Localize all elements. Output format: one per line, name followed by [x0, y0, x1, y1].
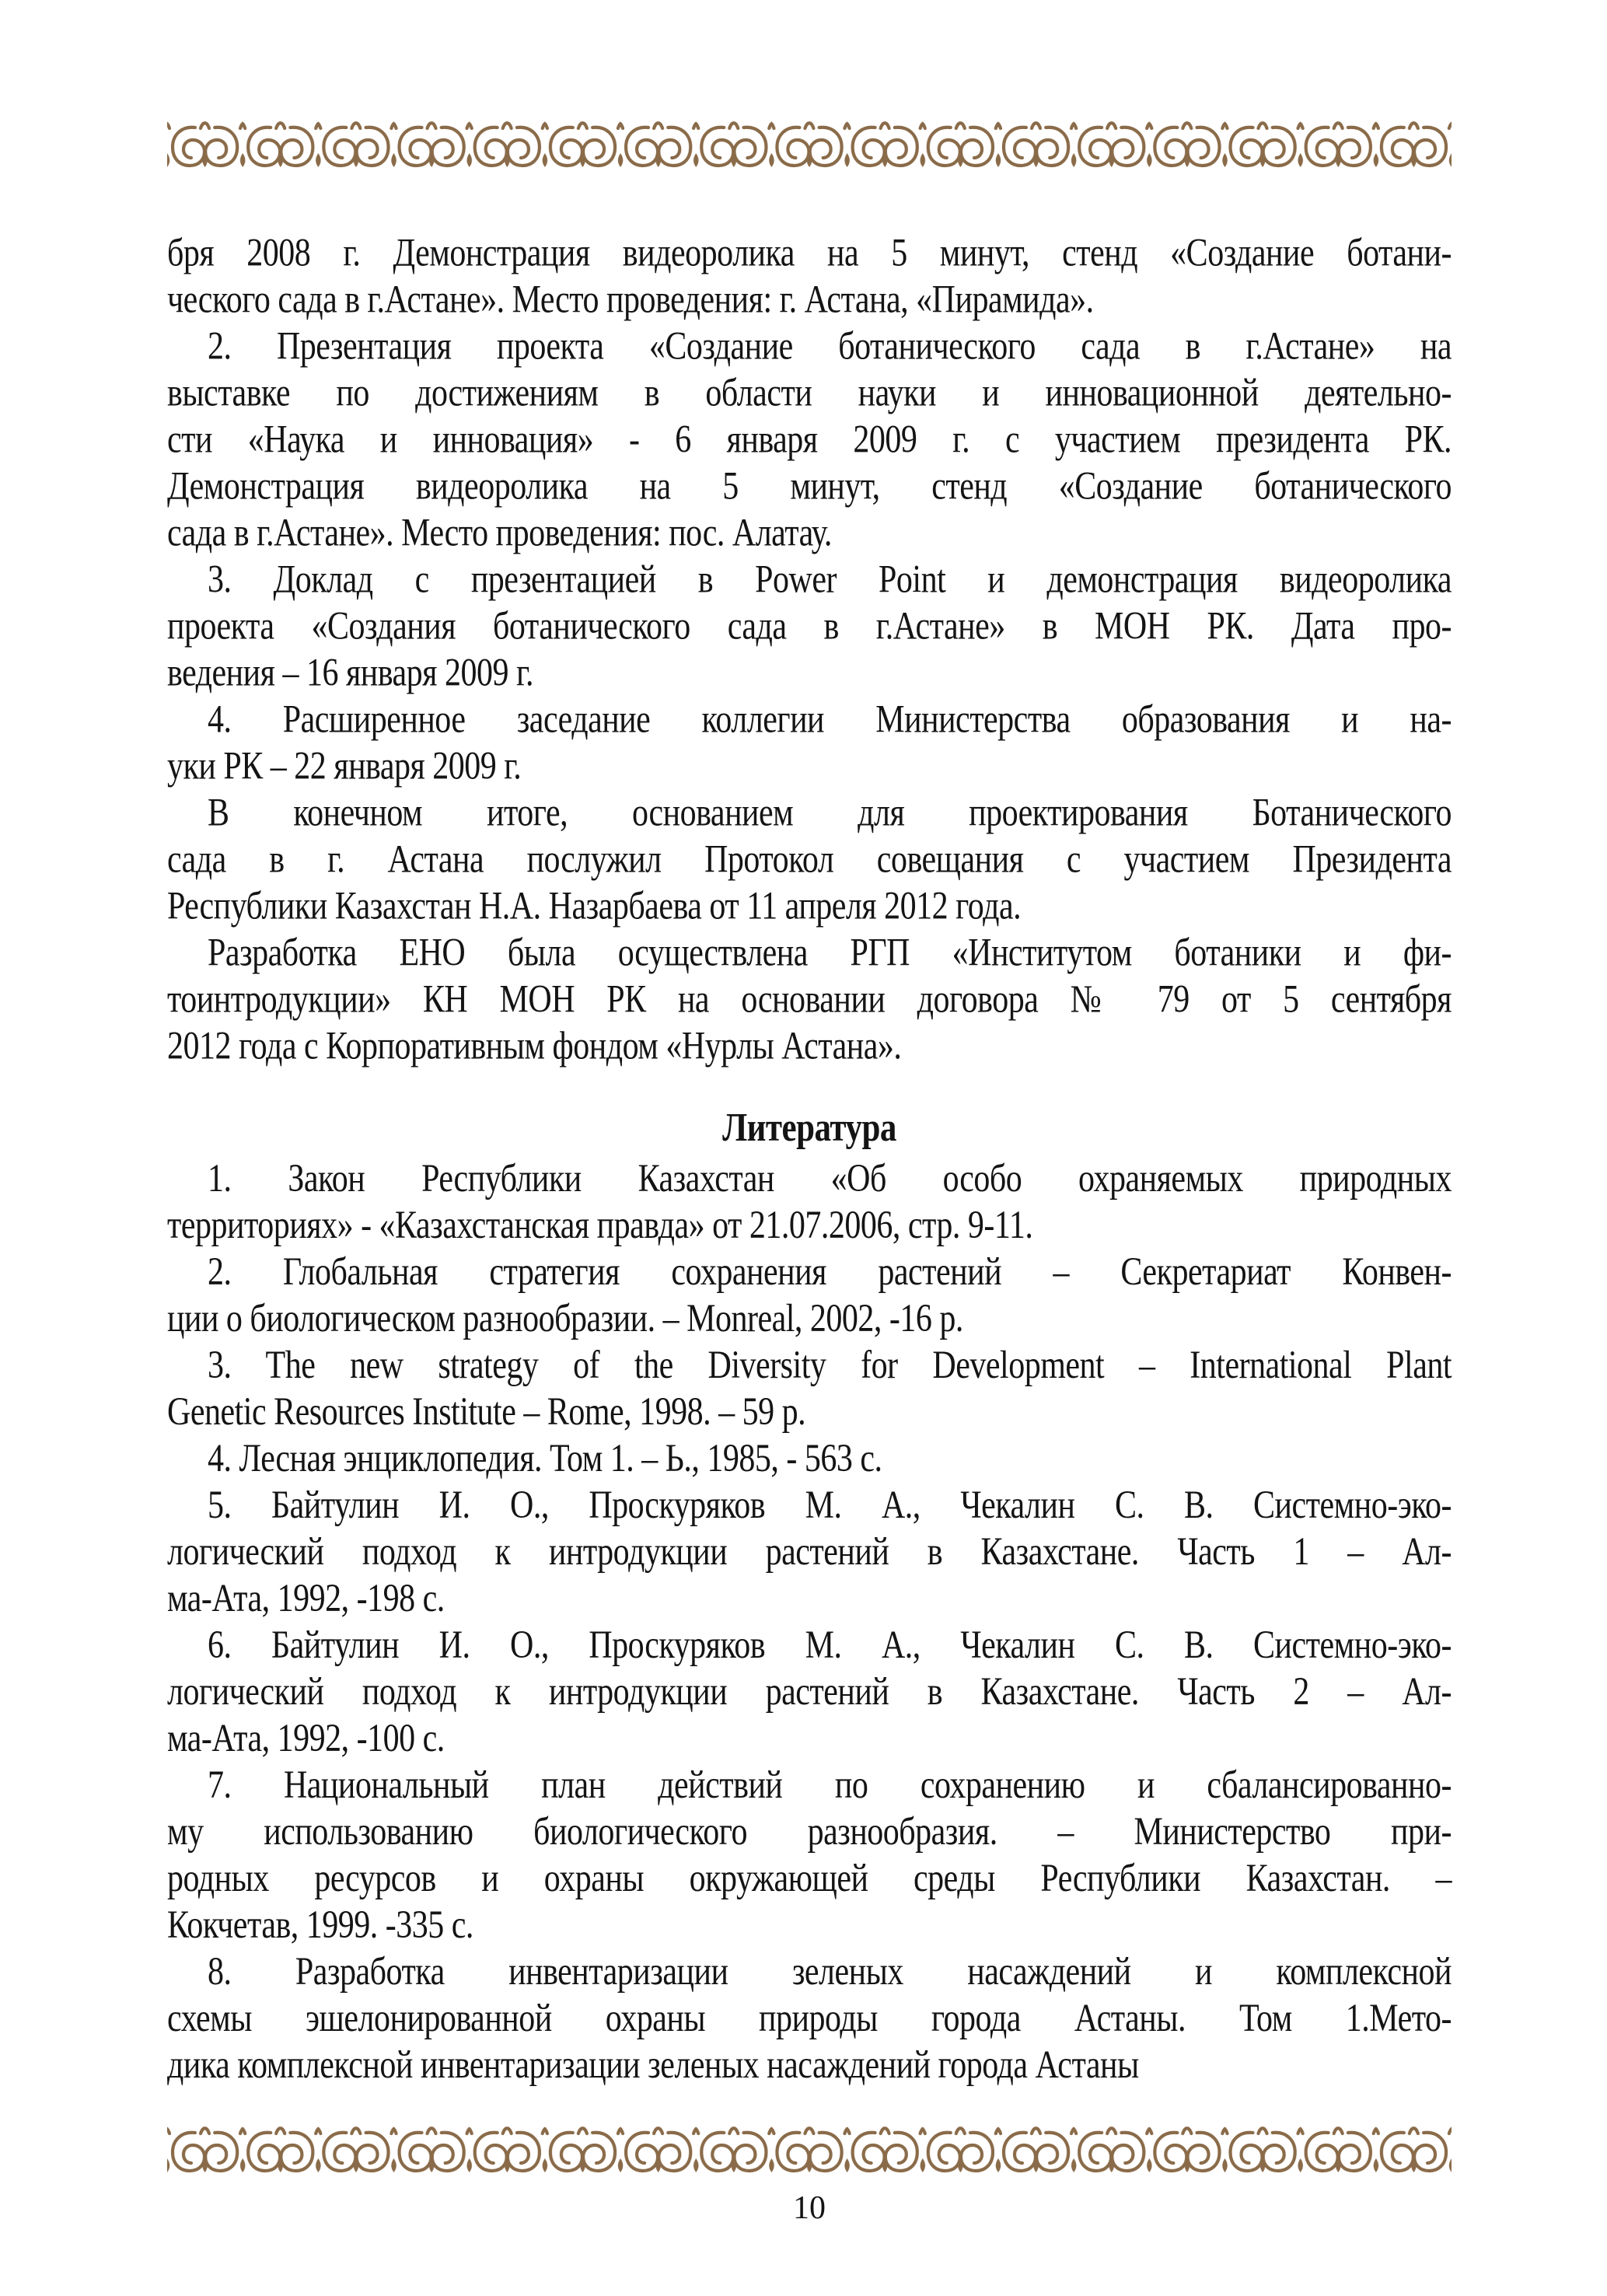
- text-line: 4. Расширенное заседание коллегии Министерства образования и на-: [208, 698, 1452, 742]
- text-line: уки РК – 22 января 2009 г.: [167, 745, 522, 788]
- text-line: 4. Лесная энциклопедия. Том 1. – Ь., 1985, - 563 с.: [208, 1437, 882, 1481]
- paragraph: [167, 230, 1452, 323]
- scroll-frieze-icon: [167, 2123, 1452, 2178]
- text-line: бря 2008 г. Демонстрация видеоролика на 5 минут, стенд «Создание ботани-: [167, 232, 1452, 275]
- paragraph: [167, 323, 1452, 557]
- text-line: ма-Ата, 1992, -198 с.: [167, 1577, 445, 1620]
- text-line: дика комплексной инвентаризации зеленых насаждений города Астаны: [167, 2043, 1139, 2087]
- text-line: Кокчетав, 1999. -335 с.: [167, 1903, 473, 1947]
- paragraph: [167, 557, 1452, 697]
- text-line: территориях» - «Казахстанская правда» от 21.07.2006, стр. 9-11.: [167, 1204, 1033, 1247]
- paragraph: [167, 790, 1452, 930]
- text-line: проекта «Создания ботанического сада в г.Астане» в МОН РК. Дата про-: [167, 605, 1452, 648]
- text-line: сада в г. Астана послужил Протокол совещания с участием Президента: [167, 838, 1452, 882]
- ornament-border-top: [167, 118, 1452, 173]
- text-line: 2012 года с Корпоративным фондом «Нурлы Астана».: [167, 1025, 902, 1068]
- text-line: логический подход к интродукции растений в Казахстане. Часть 1 – Ал-: [167, 1530, 1452, 1574]
- text-line: ции о биологическом разнообразии. – Monreal, 2002, -16 p.: [167, 1297, 963, 1340]
- text-line: схемы эшелонированной охраны природы города Астаны. Том 1.Мето-: [167, 1997, 1452, 2040]
- text-line: 3. Доклад с презентацией в Power Point и демонстрация видеоролика: [208, 558, 1452, 602]
- paragraph: [167, 1948, 1452, 2088]
- text-line: Демонстрация видеоролика на 5 минут, стенд «Создание ботанического: [167, 465, 1452, 508]
- paragraph: [167, 1342, 1452, 1435]
- paragraph: [167, 697, 1452, 790]
- paragraph: [167, 1762, 1452, 1948]
- page-number: 10: [793, 2190, 826, 2226]
- text-line: 6. Байтулин И. О., Проскуряков М. А., Чекалин С. В. Системно-эко-: [208, 1623, 1452, 1667]
- text-line: Genetic Resources Institute – Rome, 1998. – 59 p.: [167, 1390, 806, 1435]
- text-line: В конечном итоге, основанием для проектирования Ботанического: [208, 792, 1452, 835]
- text-line: му использованию биологического разнообразия. – Министерство при-: [167, 1810, 1452, 1854]
- text-line: ческого сада в г.Астане». Место проведения: г. Астана, «Пирамида».: [167, 278, 1094, 322]
- text-line: тоинтродукции» КН МОН РК на основании договора № 79 от 5 сентября: [167, 978, 1452, 1022]
- paragraph: [167, 1249, 1452, 1342]
- section-heading: Литература: [722, 1106, 896, 1151]
- paragraph: [167, 1482, 1452, 1622]
- scroll-frieze-icon: [167, 118, 1452, 173]
- text-line: 5. Байтулин И. О., Проскуряков М. А., Чекалин С. В. Системно-эко-: [208, 1483, 1452, 1528]
- page-text: [167, 230, 1452, 2088]
- ornament-border-bottom: [167, 2123, 1452, 2178]
- text-line: логический подход к интродукции растений в Казахстане. Часть 2 – Ал-: [167, 1670, 1452, 1714]
- text-line: 3. The new strategy of the Diversity for Development – International Plant: [208, 1344, 1452, 1387]
- paragraph: [167, 1435, 1452, 1482]
- text-line: 2. Глобальная стратегия сохранения растений – Секретариат Конвен-: [208, 1250, 1452, 1294]
- text-line: Разработка ЕНО была осуществлена РГП «Институтом ботаники и фи-: [208, 931, 1452, 975]
- text-line: 1. Закон Республики Казахстан «Об особо охраняемых природных: [208, 1157, 1452, 1200]
- text-line: выставке по достижениям в области науки и инновационной деятельно-: [167, 372, 1452, 415]
- text-line: 8. Разработка инвентаризации зеленых насаждений и комплексной: [208, 1950, 1452, 1994]
- text-line: 2. Презентация проекта «Создание ботанического сада в г.Астане» на: [208, 325, 1452, 369]
- text-line: 7. Национальный план действий по сохранению и сбалансированно-: [208, 1763, 1452, 1807]
- text-line: сада в г.Астане». Место проведения: пос. Алатау.: [167, 512, 832, 555]
- text-line: родных ресурсов и охраны окружающей среды Республики Казахстан. –: [167, 1857, 1452, 1900]
- paragraph: [167, 1155, 1452, 1249]
- text-line: ведения – 16 января 2009 г.: [167, 652, 533, 695]
- paragraph: [167, 930, 1452, 1070]
- text-line: ма-Ата, 1992, -100 с.: [167, 1717, 445, 1760]
- text-line: сти «Наука и инновация» - 6 января 2009 г. с участием президента РК.: [167, 418, 1452, 462]
- text-line: Республики Казахстан Н.А. Назарбаева от 11 апреля 2012 года.: [167, 885, 1022, 928]
- paragraph: [167, 1622, 1452, 1762]
